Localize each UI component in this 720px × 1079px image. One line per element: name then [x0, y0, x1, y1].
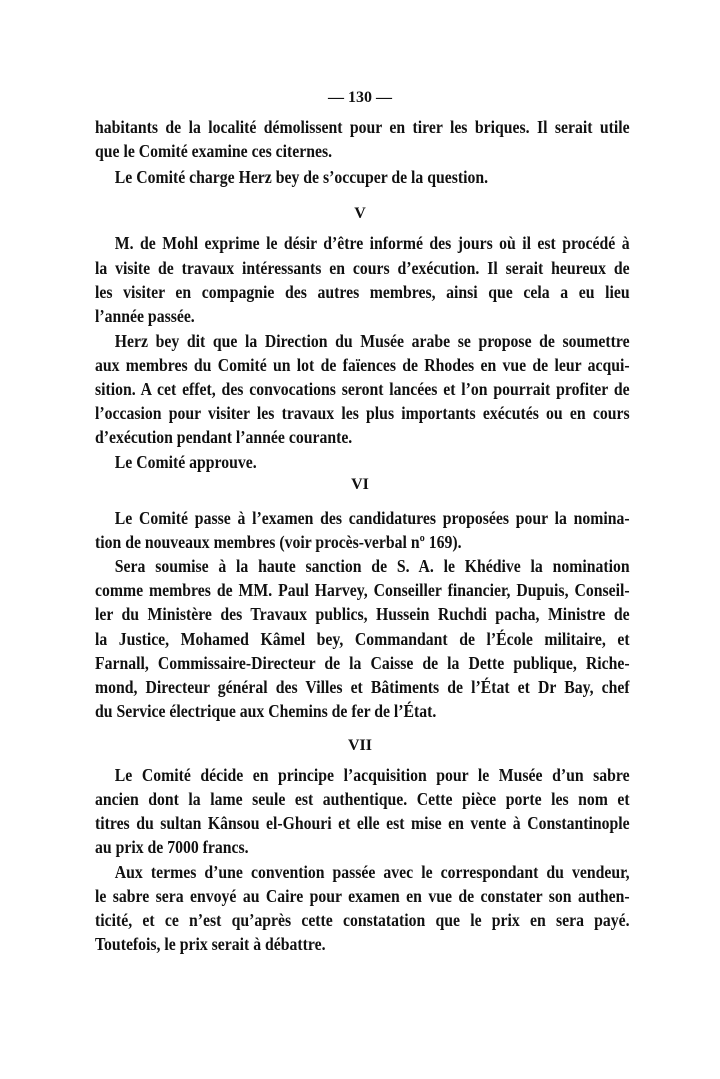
- text-line: aux membres du Comité un lot de faïences de Rhodes en vue de leur acqui-: [95, 355, 630, 375]
- text-line: que le Comité examine ces citernes.: [95, 141, 333, 161]
- text-line: Aux termes d’une convention passée avec le correspondant du vendeur,: [114, 862, 630, 882]
- text-line: sition. A cet effet, des convocations seront lancées et l’on pourrait profiter de: [95, 379, 630, 399]
- text-line: Le Comité passe à l’examen des candidatures proposées pour la nomina-: [114, 508, 630, 528]
- text-line: ancien dont la lame seule est authentique. Cette pièce porte les nom et: [95, 789, 630, 809]
- text-line: comme membres de MM. Paul Harvey, Conseiller financier, Dupuis, Conseil-: [95, 580, 630, 600]
- section-heading: VI: [351, 476, 369, 493]
- text-line: l’occasion pour visiter les travaux les plus importants exécutés ou en cours: [95, 403, 630, 423]
- text-line: la Justice, Mohamed Kâmel bey, Commandant de l’École militaire, et: [95, 629, 630, 649]
- text-line: Farnall, Commissaire-Directeur de la Caisse de la Dette publique, Riche-: [95, 653, 630, 673]
- text-line: le sabre sera envoyé au Caire pour examen en vue de constater son authen-: [95, 886, 630, 906]
- text-line: du Service électrique aux Chemins de fer de l’État.: [95, 701, 437, 721]
- text-line: ticité, et ce n’est qu’après cette constatation que le prix en sera payé.: [95, 910, 630, 930]
- text-line: titres du sultan Kânsou el-Ghouri et elle est mise en vente à Constantinople: [95, 813, 630, 833]
- text-line: Le Comité décide en principe l’acquisition pour le Musée d’un sabre: [114, 765, 630, 785]
- text-line: Toutefois, le prix serait à débattre.: [95, 934, 326, 954]
- section-heading: VII: [347, 737, 372, 754]
- text-line: Sera soumise à la haute sanction de S. A. le Khédive la nomination: [114, 556, 630, 576]
- text-line: ler du Ministère des Travaux publics, Hussein Ruchdi pacha, Ministre de: [95, 604, 630, 624]
- text-line: mond, Directeur général des Villes et Bâtiments de l’État et Dr Bay, chef: [95, 677, 630, 697]
- text-line: tion de nouveaux membres (voir procès-verbal nº 169).: [95, 532, 462, 552]
- text-line: Herz bey dit que la Direction du Musée arabe se propose de soumettre: [114, 331, 630, 351]
- text-line: M. de Mohl exprime le désir d’être informé des jours où il est procédé à: [114, 233, 630, 253]
- text-line: au prix de 7000 francs.: [95, 837, 249, 857]
- text-line: d’exécution pendant l’année courante.: [95, 427, 353, 447]
- text-line: Le Comité charge Herz bey de s’occuper de la question.: [114, 167, 489, 187]
- text-line: la visite de travaux intéressants en cours d’exécution. Il serait heureux de: [95, 258, 630, 278]
- text-line: les visiter en compagnie des autres membres, ainsi que cela a eu lieu: [95, 282, 630, 302]
- text-line: habitants de la localité démolissent pour en tirer les briques. Il serait utile: [95, 117, 630, 137]
- text-line: Le Comité approuve.: [114, 452, 257, 472]
- section-heading: V: [354, 205, 366, 222]
- page-number: — 130 —: [328, 89, 392, 106]
- text-line: l’année passée.: [95, 306, 195, 326]
